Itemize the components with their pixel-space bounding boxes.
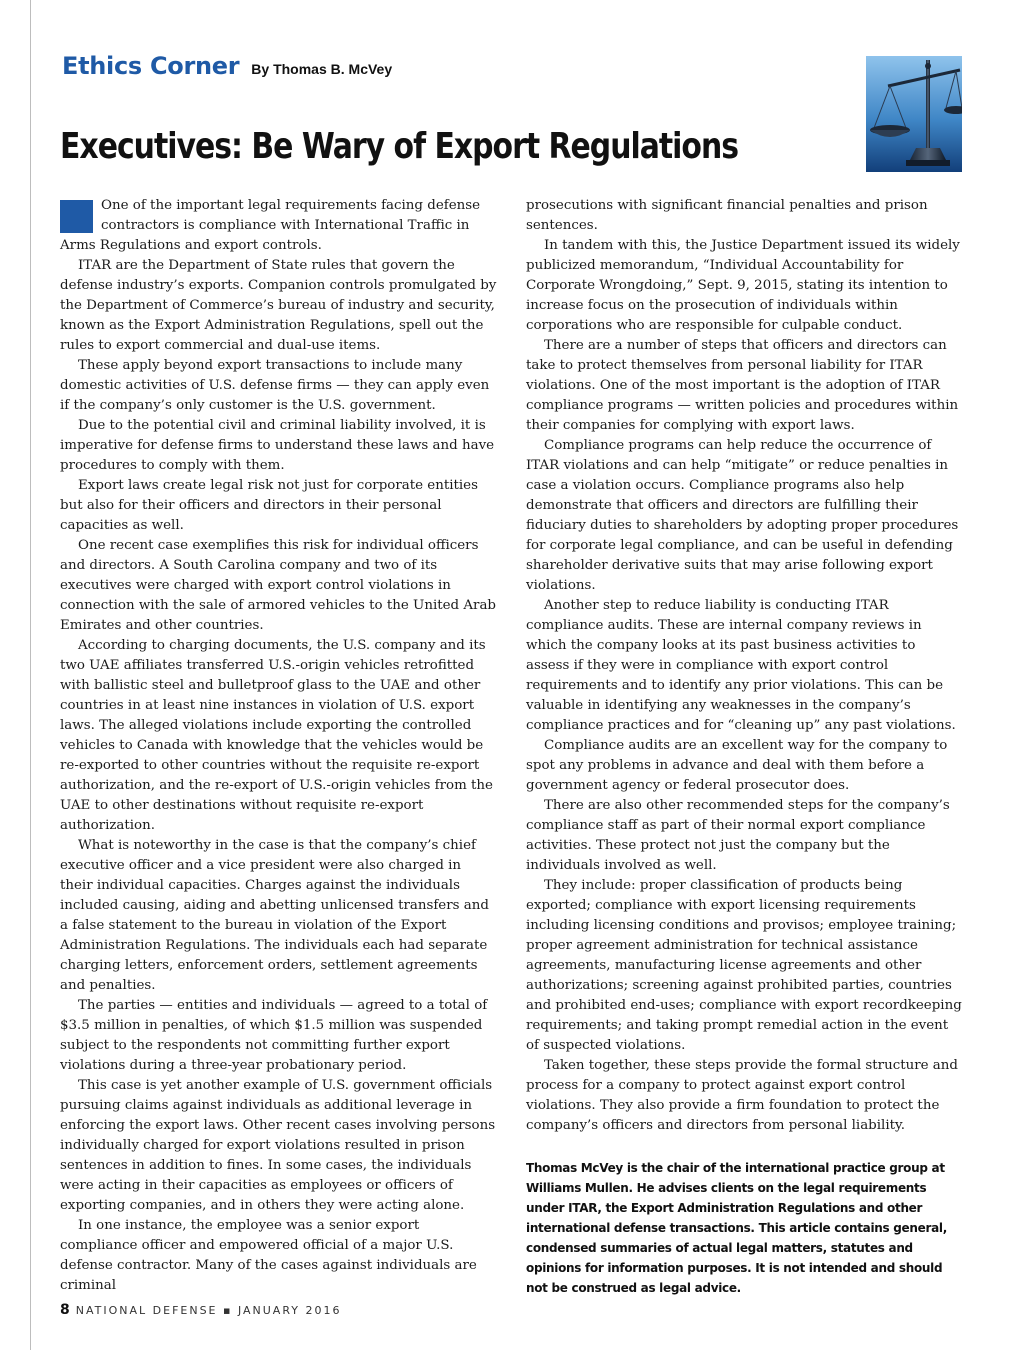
- author-bio: Thomas McVey is the chair of the international practice group at Williams Mullen. He advises clients on the legal requirements under ITAR, the Export Administration Regulations and other international defense transactions. This article contains general, condensed summaries of actual legal matters, statutes and opinions for information purposes. It is not intended and should not be construed as legal advice.: [526, 1161, 947, 1295]
- paragraph: The parties — entities and individuals — agreed to a total of $3.5 million in penalties, of which $1.5 million was suspended subject to the respondents not committing further export violations during a three-year probationary period.: [60, 998, 488, 1073]
- article-column-left: [60, 196, 497, 1296]
- paragraph: There are a number of steps that officers and directors can take to protect themselves from personal liability for ITAR violations. One of the most important is the adoption of ITAR compliance programs — written policies and procedures within their companies for complying with export laws.: [526, 338, 959, 433]
- paragraph: One recent case exemplifies this risk for individual officers and directors. A South Carolina company and two of its executives were charged with export control violations in connection with the sale of armored vehicles to the United Arab Emirates and other countries.: [60, 538, 496, 633]
- paragraph: Taken together, these steps provide the formal structure and process for a company to protect against export control violations. They also provide a firm foundation to protect the company’s officers and directors from personal liability.: [526, 1058, 958, 1133]
- paragraph: They include: proper classification of products being exported; compliance with export licensing requirements including licensing conditions and provisos; employee training; proper agreement administration for technical assistance agreements, manufacturing license agreements and other authorizations; screening against prohibited parties, countries and prohibited end-uses; compliance with export recordkeeping requirements; and taking prompt remedial action in the event of suspected violations.: [526, 878, 962, 1053]
- paragraph: In tandem with this, the Justice Department issued its widely publicized memorandum, “Individual Accountability for Corporate Wrongdoing,” Sept. 9, 2015, stating its intention to increase focus on the prosecution of individuals within corporations who are responsible for culpable conduct.: [526, 238, 960, 333]
- paragraph: There are also other recommended steps for the company’s compliance staff as part of their normal export compliance activities. These protect not just the company but the individuals involved as well.: [526, 798, 950, 873]
- paragraph: One of the important legal requirements facing defense contractors is compliance with International Traffic in Arms Regulations and export controls.: [60, 198, 481, 253]
- publication-line: NATIONAL DEFENSE ▪ JANUARY 2016: [75, 1304, 342, 1317]
- page-footer: [60, 1302, 342, 1318]
- paragraph: Compliance audits are an excellent way for the company to spot any problems in advance and deal with them before a government agency or federal prosecutor does.: [526, 738, 948, 793]
- paragraph: Due to the potential civil and criminal liability involved, it is imperative for defense firms to understand these laws and have procedures to comply with them.: [60, 418, 495, 473]
- column-header: [62, 52, 392, 80]
- paragraph: ITAR are the Department of State rules that govern the defense industry’s exports. Companion controls promulgated by the Department of Commerce’s bureau of industry and security, known as the Export Administration Regulations, spell out the rules to export commercial and dual-use items.: [60, 258, 497, 353]
- drop-cap-square: [60, 200, 93, 233]
- paragraph: prosecutions with significant financial penalties and prison sentences.: [526, 198, 928, 233]
- paragraph: What is noteworthy in the case is that the company’s chief executive officer and a vice president were also charged in their individual capacities. Charges against the individuals included causing, aiding and abetting unlicensed transfers and a false statement to the bureau in violation of the Export Administration Regulations. The individuals each had separate charging letters, enforcement orders, settlement agreements and penalties.: [60, 838, 489, 993]
- paragraph: Export laws create legal risk not just for corporate entities but also for their officers and directors in their personal capacities as well.: [60, 478, 478, 533]
- article-headline: Executives: Be Wary of Export Regulations: [60, 126, 739, 167]
- paragraph: In one instance, the employee was a senior export compliance officer and empowered official of a major U.S. defense contractor. Many of the cases against individuals are criminal: [60, 1218, 477, 1293]
- byline: By Thomas B. McVey: [251, 61, 393, 77]
- paragraph: Compliance programs can help reduce the occurrence of ITAR violations and can help “mitigate” or reduce penalties in case a violation occurs. Compliance programs also help demonstrate that officers and directors are fulfilling their fiduciary duties to shareholders by adopting proper procedures for corporate legal compliance, and can be useful in defending shareholder derivative suits that may arise following export violations.: [526, 438, 959, 593]
- paragraph: According to charging documents, the U.S. company and its two UAE affiliates transferred U.S.-origin vehicles retrofitted with ballistic steel and bulletproof glass to the UAE and other countries in at least nine instances in violation of U.S. export laws. The alleged violations include exporting the controlled vehicles to Canada with knowledge that the vehicles would be re-exported to other countries without the requisite re-export authorization, and the re-export of U.S.-origin vehicles from the UAE to other destinations without requisite re-export authorization.: [60, 638, 493, 833]
- page-number: 8: [60, 1302, 70, 1318]
- article-column-right: [526, 196, 963, 1298]
- paragraph: Another step to reduce liability is conducting ITAR compliance audits. These are internal company reviews in which the company looks at its past business activities to assess if they were in compliance with export control requirements and to identify any prior violations. This can be valuable in identifying any weaknesses in the company’s compliance practices and for “cleaning up” any past violations.: [526, 598, 956, 733]
- scales-of-justice-icon: [866, 56, 962, 172]
- paragraph: This case is yet another example of U.S. government officials pursuing claims against individuals as additional leverage in enforcing the export laws. Other recent cases involving persons individually charged for export violations resulted in prison sentences in addition to fines. In some cases, the individuals were acting in their capacities as employees or officers of exporting companies, and in others they were acting alone.: [60, 1078, 496, 1213]
- page-edge-rule: [30, 0, 31, 1350]
- section-title: Ethics Corner: [62, 52, 240, 80]
- paragraph: These apply beyond export transactions to include many domestic activities of U.S. defense firms — they can apply even if the company’s only customer is the U.S. government.: [60, 358, 490, 413]
